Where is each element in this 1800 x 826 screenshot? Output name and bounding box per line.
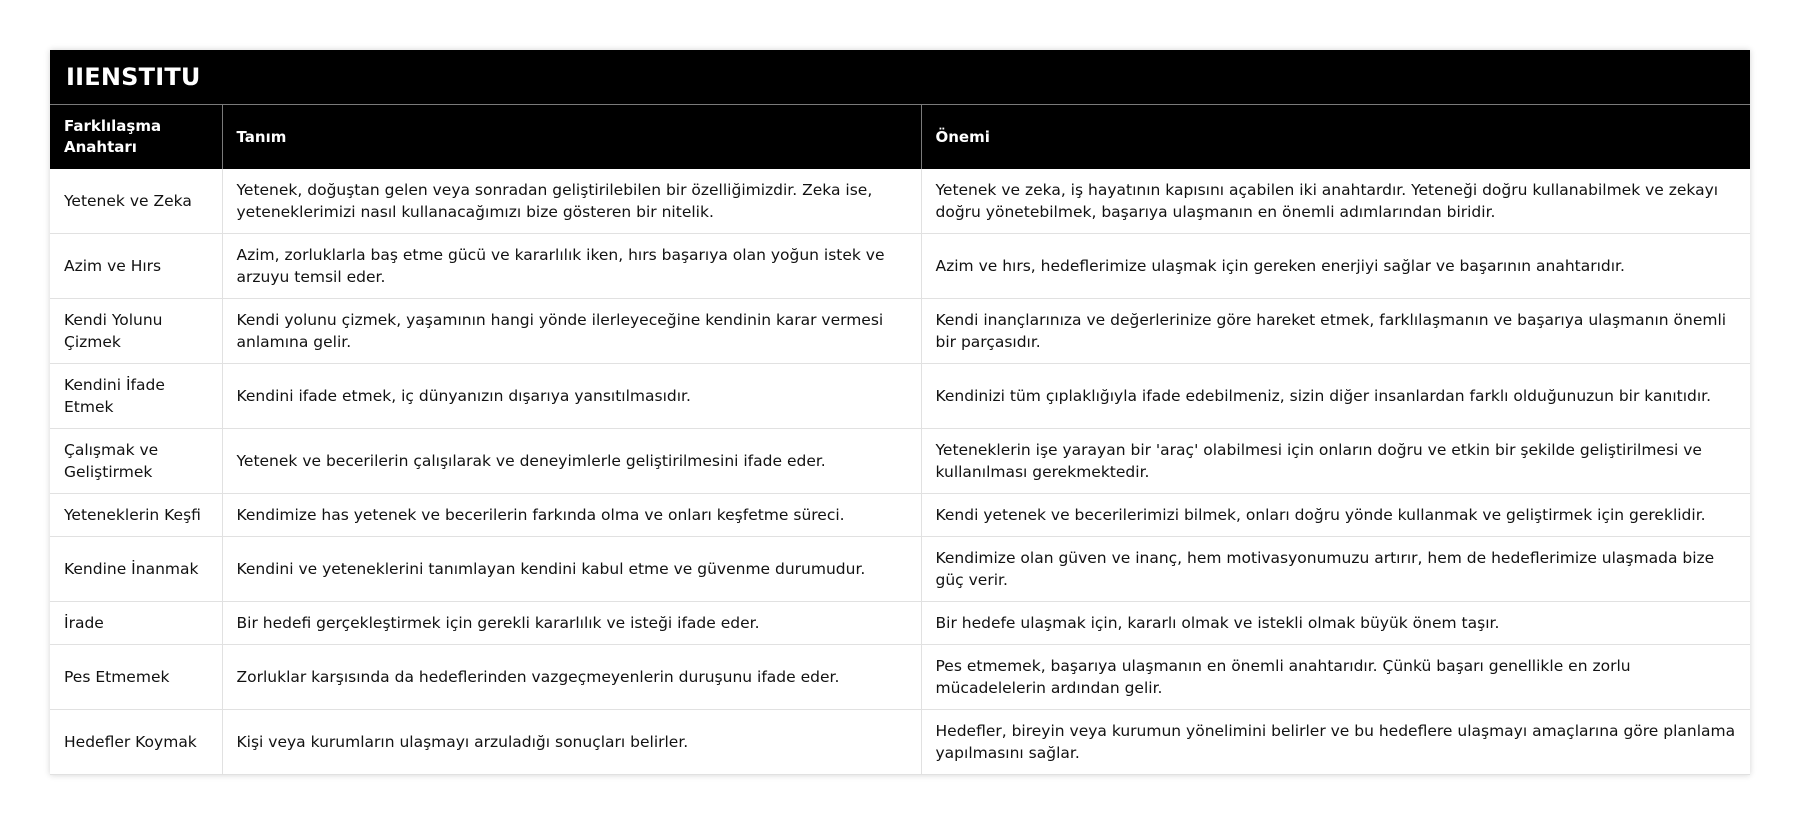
cell-definition: Kendimize has yetenek ve becerilerin farkında olma ve onları keşfetme süreci. <box>222 494 921 537</box>
cell-definition: Zorluklar karşısında da hedeflerinden vazgeçmeyenlerin duruşunu ifade eder. <box>222 645 921 710</box>
cell-key: Kendine İnanmak <box>50 537 222 602</box>
cell-key: Kendini İfade Etmek <box>50 364 222 429</box>
header-cell-definition: Tanım <box>222 105 921 170</box>
cell-definition: Kendini ve yeteneklerini tanımlayan kendini kabul etme ve güvenme durumudur. <box>222 537 921 602</box>
table-row <box>50 710 1750 775</box>
cell-importance: Kendinizi tüm çıplaklığıyla ifade edebilmeniz, sizin diğer insanlardan farklı olduğunuzun bir kanıtıdır. <box>921 364 1750 429</box>
cell-definition: Bir hedefi gerçekleştirmek için gerekli kararlılık ve isteği ifade eder. <box>222 602 921 645</box>
header-cell-key: Farklılaşma Anahtarı <box>50 105 222 170</box>
table-row <box>50 537 1750 602</box>
table-body <box>50 169 1750 775</box>
cell-importance: Yeteneklerin işe yarayan bir 'araç' olabilmesi için onların doğru ve etkin bir şekilde geliştirilmesi ve kullanılması gerekmektedir. <box>921 429 1750 494</box>
cell-definition: Kişi veya kurumların ulaşmayı arzuladığı sonuçları belirler. <box>222 710 921 775</box>
table-title: IIENSTITU <box>50 50 1750 104</box>
cell-importance: Kendimize olan güven ve inanç, hem motivasyonumuzu artırır, hem de hedeflerimize ulaşmada bize güç verir. <box>921 537 1750 602</box>
cell-key: Çalışmak ve Geliştirmek <box>50 429 222 494</box>
cell-importance: Kendi inançlarınıza ve değerlerinize göre hareket etmek, farklılaşmanın ve başarıya ulaşmanın önemli bir parçasıdır. <box>921 299 1750 364</box>
table-header <box>50 105 1750 170</box>
header-row <box>50 105 1750 170</box>
table-row <box>50 429 1750 494</box>
cell-definition: Kendi yolunu çizmek, yaşamının hangi yönde ilerleyeceğine kendinin karar vermesi anlamına gelir. <box>222 299 921 364</box>
table-row <box>50 299 1750 364</box>
cell-key: Hedefler Koymak <box>50 710 222 775</box>
cell-definition: Kendini ifade etmek, iç dünyanızın dışarıya yansıtılmasıdır. <box>222 364 921 429</box>
table-row <box>50 234 1750 299</box>
cell-key: Azim ve Hırs <box>50 234 222 299</box>
cell-importance: Kendi yetenek ve becerilerimizi bilmek, onları doğru yönde kullanmak ve geliştirmek için gereklidir. <box>921 494 1750 537</box>
table-row <box>50 494 1750 537</box>
cell-key: Yeteneklerin Keşfi <box>50 494 222 537</box>
table-row <box>50 645 1750 710</box>
table-row <box>50 169 1750 234</box>
cell-importance: Pes etmemek, başarıya ulaşmanın en önemli anahtarıdır. Çünkü başarı genellikle en zorlu mücadelelerin ardından gelir. <box>921 645 1750 710</box>
table-row <box>50 602 1750 645</box>
table-row <box>50 364 1750 429</box>
data-table <box>50 104 1750 775</box>
cell-definition: Yetenek ve becerilerin çalışılarak ve deneyimlerle geliştirilmesini ifade eder. <box>222 429 921 494</box>
cell-definition: Yetenek, doğuştan gelen veya sonradan geliştirilebilen bir özelliğimizdir. Zeka ise, yeteneklerimizi nasıl kullanacağımızı bize gösteren bir nitelik. <box>222 169 921 234</box>
cell-key: Kendi Yolunu Çizmek <box>50 299 222 364</box>
cell-importance: Hedefler, bireyin veya kurumun yönelimini belirler ve bu hedeflere ulaşmayı amaçlarına göre planlama yapılmasını sağlar. <box>921 710 1750 775</box>
cell-importance: Azim ve hırs, hedeflerimize ulaşmak için gereken enerjiyi sağlar ve başarının anahtarıdır. <box>921 234 1750 299</box>
table-card <box>50 50 1750 775</box>
cell-definition: Azim, zorluklarla baş etme gücü ve kararlılık iken, hırs başarıya olan yoğun istek ve arzuyu temsil eder. <box>222 234 921 299</box>
header-cell-importance: Önemi <box>921 105 1750 170</box>
cell-key: İrade <box>50 602 222 645</box>
cell-key: Pes Etmemek <box>50 645 222 710</box>
cell-key: Yetenek ve Zeka <box>50 169 222 234</box>
cell-importance: Bir hedefe ulaşmak için, kararlı olmak ve istekli olmak büyük önem taşır. <box>921 602 1750 645</box>
cell-importance: Yetenek ve zeka, iş hayatının kapısını açabilen iki anahtardır. Yeteneği doğru kullanabilmek ve zekayı doğru yönetebilmek, başarıya ulaşmanın en önemli adımlarından biridir. <box>921 169 1750 234</box>
